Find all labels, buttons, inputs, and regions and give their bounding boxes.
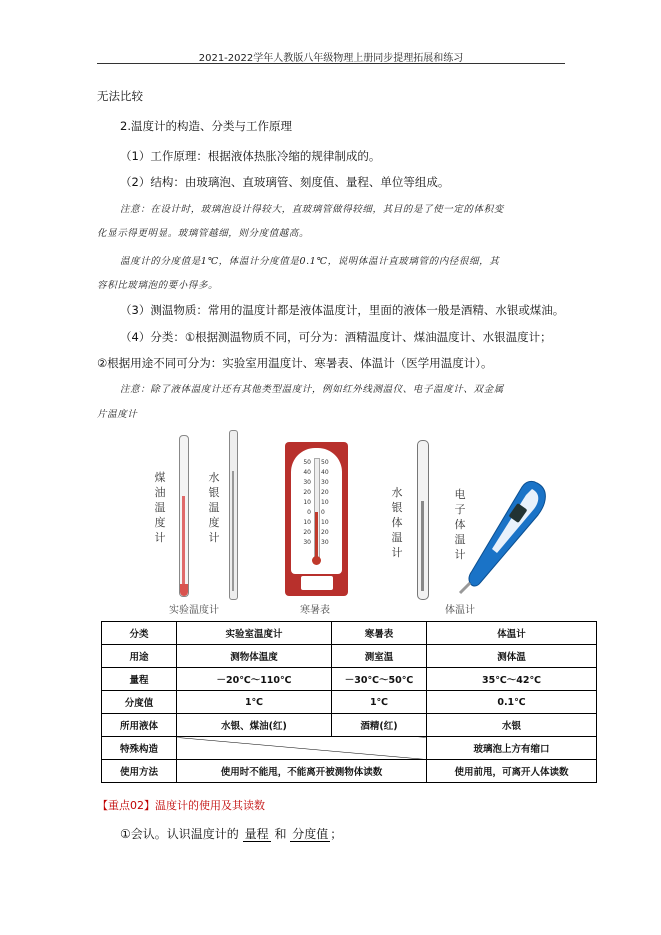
table-cell: 用途 bbox=[102, 645, 177, 668]
table-cell: 玻璃泡上方有缩口 bbox=[427, 737, 597, 760]
table-row bbox=[102, 691, 597, 714]
table-header-cell: 寒暑表 bbox=[332, 622, 427, 645]
blank-range: 量程 bbox=[244, 827, 269, 841]
keypoint-line-prefix: ①会认。认识温度计的 bbox=[120, 827, 239, 841]
table-header-cell: 体温计 bbox=[427, 622, 597, 645]
note-3-line-1: 注意：除了液体温度计还有其他类型温度计，例如红外线测温仪、电子温度计、双金属 bbox=[120, 384, 504, 395]
paragraph-usage-class: ②根据用途不同可分为：实验室用温度计、寒暑表、体温计（医学用温度计）。 bbox=[97, 356, 493, 370]
table-cell: 35℃～42℃ bbox=[427, 668, 597, 691]
table-header-cell: 分类 bbox=[102, 622, 177, 645]
scale-tick-label: 20 bbox=[303, 489, 311, 496]
table-row bbox=[102, 737, 597, 760]
scale-tick-label: 30 bbox=[321, 539, 329, 546]
paragraph-principle: （1）工作原理：根据液体热胀冷缩的规律制成的。 bbox=[120, 149, 381, 163]
label-kerosene: 煤油温度计 bbox=[154, 471, 166, 544]
label-electronic: 电子体温计 bbox=[454, 488, 466, 561]
caption-cold-heat-meter: 寒暑表 bbox=[300, 605, 330, 616]
scale-tick-label: 10 bbox=[321, 499, 329, 506]
header-divider bbox=[97, 63, 565, 64]
table-cell: 水银 bbox=[427, 714, 597, 737]
section-heading: 2.温度计的构造、分类与工作原理 bbox=[120, 119, 292, 133]
table-row bbox=[102, 714, 597, 737]
table-cell: 1℃ bbox=[177, 691, 332, 714]
cold-heat-meter-image bbox=[285, 442, 348, 596]
scale-tick-label: 20 bbox=[321, 489, 329, 496]
table-cell: －30℃～50℃ bbox=[332, 668, 427, 691]
paragraph-structure: （2）结构：由玻璃泡、直玻璃管、刻度值、量程、单位等组成。 bbox=[120, 175, 450, 189]
mercury-body-thermometer-image bbox=[417, 440, 429, 600]
scale-tick-label: 50 bbox=[303, 459, 311, 466]
table-cell: 所用液体 bbox=[102, 714, 177, 737]
keypoint-heading bbox=[97, 797, 265, 813]
table-cell: 使用时不能甩，不能离开被测物体读数 bbox=[177, 760, 427, 783]
table-cell: 1℃ bbox=[332, 691, 427, 714]
table-cell: 使用前甩，可离开人体读数 bbox=[427, 760, 597, 783]
table-row bbox=[102, 645, 597, 668]
scale-tick-label: 40 bbox=[321, 469, 329, 476]
label-mercury-body: 水银体温计 bbox=[391, 486, 403, 559]
note-1-line-1: 注意：在设计时，玻璃泡设计得较大，直玻璃管做得较细，其目的是了使一定的体积变 bbox=[120, 204, 504, 215]
table-cell: 特殊构造 bbox=[102, 737, 177, 760]
table-header-cell: 实验室温度计 bbox=[177, 622, 332, 645]
scale-tick-label: 10 bbox=[303, 519, 311, 526]
note-2-line-1: 温度计的分度值是1℃，体温计分度值是0.1℃，说明体温计直玻璃管的内径很细，其 bbox=[120, 256, 500, 267]
scale-tick-label: 20 bbox=[321, 529, 329, 536]
mercury-thermometer-image bbox=[229, 430, 238, 600]
table-cell: 酒精(红) bbox=[332, 714, 427, 737]
keypoint-tag: 【重点02】 bbox=[97, 799, 155, 812]
scale-tick-label: 0 bbox=[321, 509, 325, 516]
table-cell: 量程 bbox=[102, 668, 177, 691]
paragraph-classification: （4）分类：①根据测温物质不同，可分为：酒精温度计、煤油温度计、水银温度计； bbox=[120, 330, 552, 344]
table-header-row bbox=[102, 622, 597, 645]
scale-tick-label: 30 bbox=[303, 539, 311, 546]
table-row bbox=[102, 668, 597, 691]
scale-tick-label: 0 bbox=[307, 509, 311, 516]
paragraph-substance: （3）测温物质：常用的温度计都是液体温度计，里面的液体一般是酒精、水银或煤油。 bbox=[120, 303, 565, 317]
blank-division: 分度值 bbox=[292, 827, 329, 841]
table-cell: 分度值 bbox=[102, 691, 177, 714]
scale-tick-label: 10 bbox=[303, 499, 311, 506]
paragraph-1: 无法比较 bbox=[97, 89, 143, 103]
caption-body-thermometer: 体温计 bbox=[445, 605, 475, 616]
keypoint-and: 和 bbox=[274, 827, 287, 841]
caption-lab-thermometer: 实验温度计 bbox=[169, 605, 219, 616]
scale-tick-label: 50 bbox=[321, 459, 329, 466]
keypoint-title: 温度计的使用及其读数 bbox=[155, 799, 265, 812]
table-cell-empty-diagonal bbox=[177, 737, 427, 760]
keypoint-end: ； bbox=[330, 827, 343, 841]
scale-tick-label: 20 bbox=[303, 529, 311, 536]
keypoint-line bbox=[120, 825, 342, 842]
table-cell: －20℃～110℃ bbox=[177, 668, 332, 691]
electronic-thermometer-image bbox=[452, 475, 552, 595]
scale-tick-label: 30 bbox=[321, 479, 329, 486]
label-mercury: 水银温度计 bbox=[208, 471, 220, 544]
note-3-line-2: 片温度计 bbox=[97, 409, 138, 420]
table-cell: 测体温 bbox=[427, 645, 597, 668]
table-cell: 测室温 bbox=[332, 645, 427, 668]
scale-tick-label: 10 bbox=[321, 519, 329, 526]
note-2-line-2: 容积比玻璃泡的要小得多。 bbox=[97, 280, 219, 291]
thermometer-comparison-table bbox=[101, 621, 597, 783]
note-1-line-2: 化显示得更明显。玻璃管越细，则分度值越高。 bbox=[97, 228, 310, 239]
table-cell: 测物体温度 bbox=[177, 645, 332, 668]
table-cell: 使用方法 bbox=[102, 760, 177, 783]
kerosene-thermometer-image bbox=[179, 435, 189, 597]
scale-tick-label: 30 bbox=[303, 479, 311, 486]
thermometer-figure bbox=[97, 425, 565, 620]
table-cell: 水银、煤油(红) bbox=[177, 714, 332, 737]
scale-tick-label: 40 bbox=[303, 469, 311, 476]
table-row bbox=[102, 760, 597, 783]
table-cell: 0.1℃ bbox=[427, 691, 597, 714]
page-header: 2021-2022学年人教版八年级物理上册同步提理拓展和练习 bbox=[198, 53, 464, 64]
